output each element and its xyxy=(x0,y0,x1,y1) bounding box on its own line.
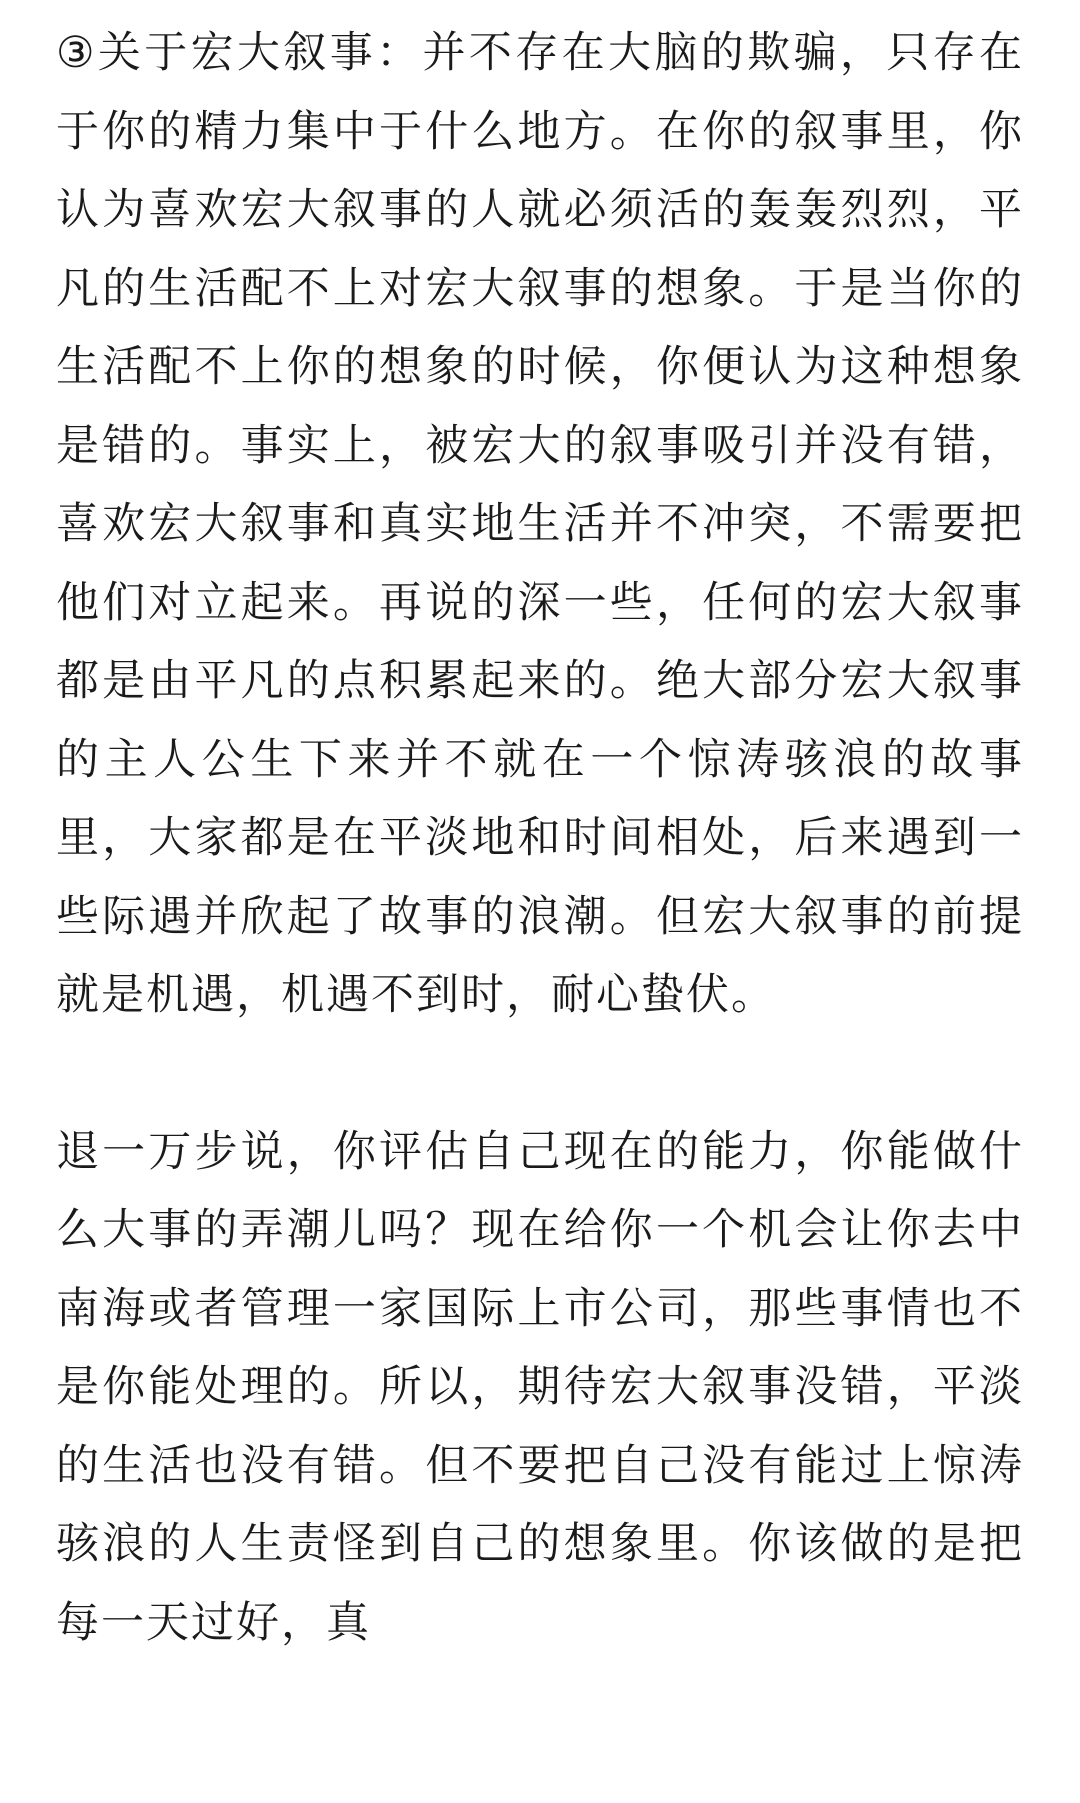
paragraph-macro-narrative: ③关于宏大叙事：并不存在大脑的欺骗，只存在于你的精力集中于什么地方。在你的叙事里，你认为喜欢宏大叙事的人就必须活的轰轰烈烈，平凡的生活配不上对宏大叙事的想象。于是当你的生活配不上你的想象的时候，你便认为这种想象是错的。事实上，被宏大的叙事吸引并没有错，喜欢宏大叙事和真实地生活并不冲突，不需要把他们对立起来。再说的深一些，任何的宏大叙事都是由平凡的点积累起来的。绝大部分宏大叙事的主人公生下来并不就在一个惊涛骇浪的故事里，大家都是在平淡地和时间相处，后来遇到一些际遇并欣起了故事的浪潮。但宏大叙事的前提就是机遇，机遇不到时，耐心蛰伏。 xyxy=(56,28,1024,1020)
article-body xyxy=(56,14,1024,1803)
paragraph-step-back: 退一万步说，你评估自己现在的能力，你能做什么大事的弄潮儿吗？现在给你一个机会让你去中南海或者管理一家国际上市公司，那些事情也不是你能处理的。所以，期待宏大叙事没错，平淡的生活也没有错。但不要把自己没有能过上惊涛骇浪的人生责怪到自己的想象里。你该做的是把每一天过好，真 xyxy=(56,1126,1024,1648)
